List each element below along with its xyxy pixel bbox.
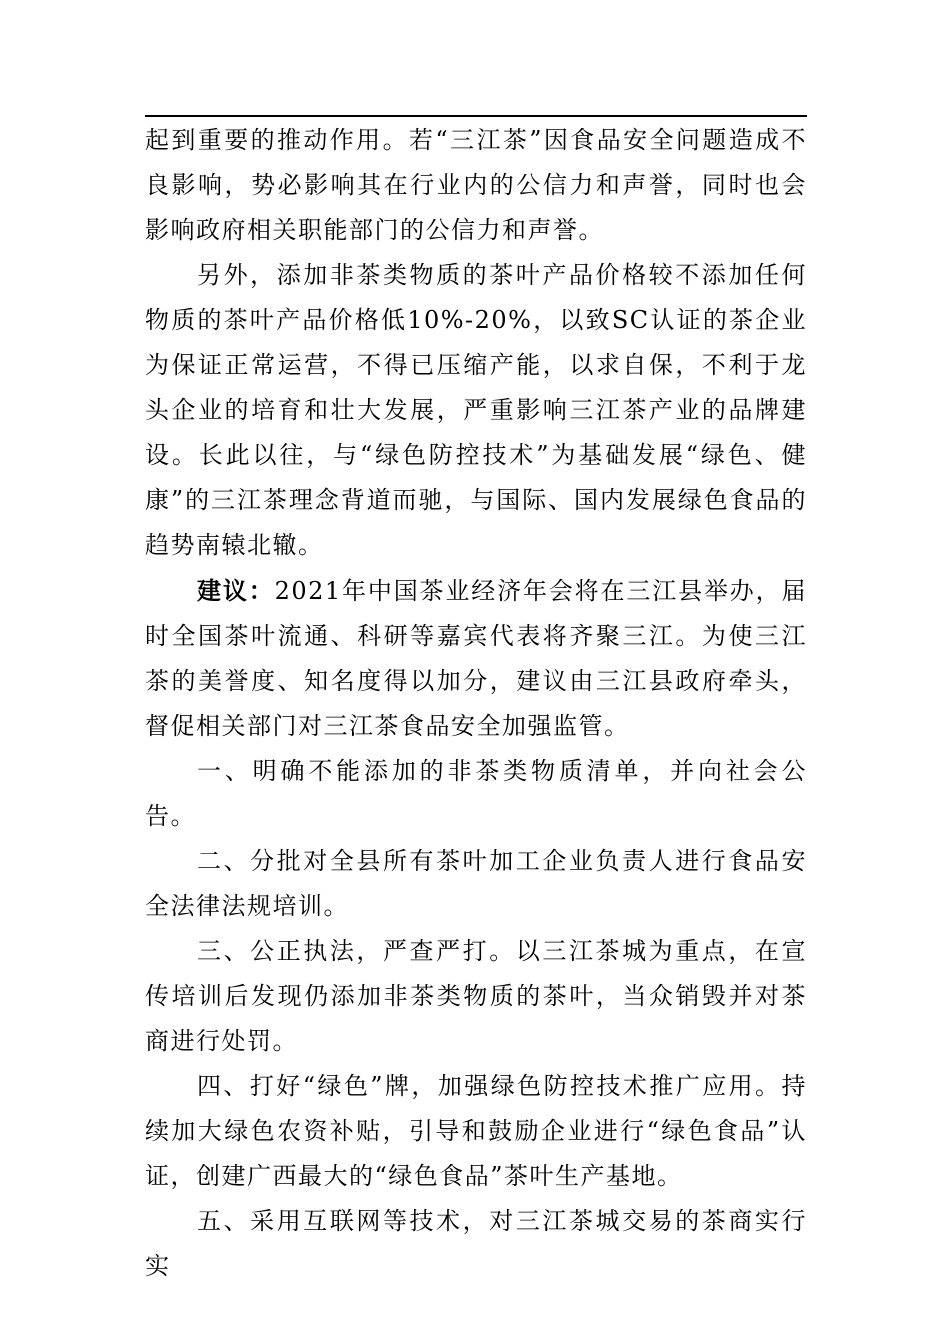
paragraph-price-impact: 另外，添加非茶类物质的茶叶产品价格较不添加任何物质的茶叶产品价格低10%-20%，以致SC认证的茶企业为保证正常运营，不得已压缩产能，以求自保，不利于龙头企业的培育和壮大发展，严重影响三江茶产业的品牌建设。长此以往，与“绿色防控技术”为基础发展“绿色、健康”的三江茶理念背道而驰，与国际、国内发展绿色食品的趋势南辕北辙。 bbox=[145, 261, 807, 559]
list-item-1: 一、明确不能添加的非茶类物质清单，并向社会公告。 bbox=[145, 757, 807, 830]
list-item-4: 四、打好“绿色”牌，加强绿色防控技术推广应用。持续加大绿色农资补贴，引导和鼓励企业进行“绿色食品”认证，创建广西最大的“绿色食品”茶叶生产基地。 bbox=[145, 1072, 807, 1190]
document-body bbox=[145, 118, 807, 1289]
list-item-3: 三、公正执法，严查严打。以三江茶城为重点，在宣传培训后发现仍添加非茶类物质的茶叶，当众销毁并对茶商进行处罚。 bbox=[145, 937, 807, 1055]
suggestion-text: 2021年中国茶业经济年会将在三江县举办，届时全国茶叶流通、科研等嘉宾代表将齐聚三江。为使三江茶的美誉度、知名度得以加分，建议由三江县政府牵头，督促相关部门对三江茶食品安全加强监管。 bbox=[145, 577, 808, 740]
list-item-5: 五、采用互联网等技术，对三江茶城交易的茶商实行实 bbox=[145, 1207, 807, 1280]
paragraph-suggestion bbox=[145, 568, 807, 749]
header-rule bbox=[145, 115, 807, 117]
list-item-2: 二、分批对全县所有茶叶加工企业负责人进行食品安全法律法规培训。 bbox=[145, 847, 807, 920]
paragraph-continuation: 起到重要的推动作用。若“三江茶”因食品安全问题造成不良影响，势必影响其在行业内的公信力和声誉，同时也会影响政府相关职能部门的公信力和声誉。 bbox=[145, 126, 807, 244]
suggestion-label: 建议： bbox=[197, 576, 275, 605]
